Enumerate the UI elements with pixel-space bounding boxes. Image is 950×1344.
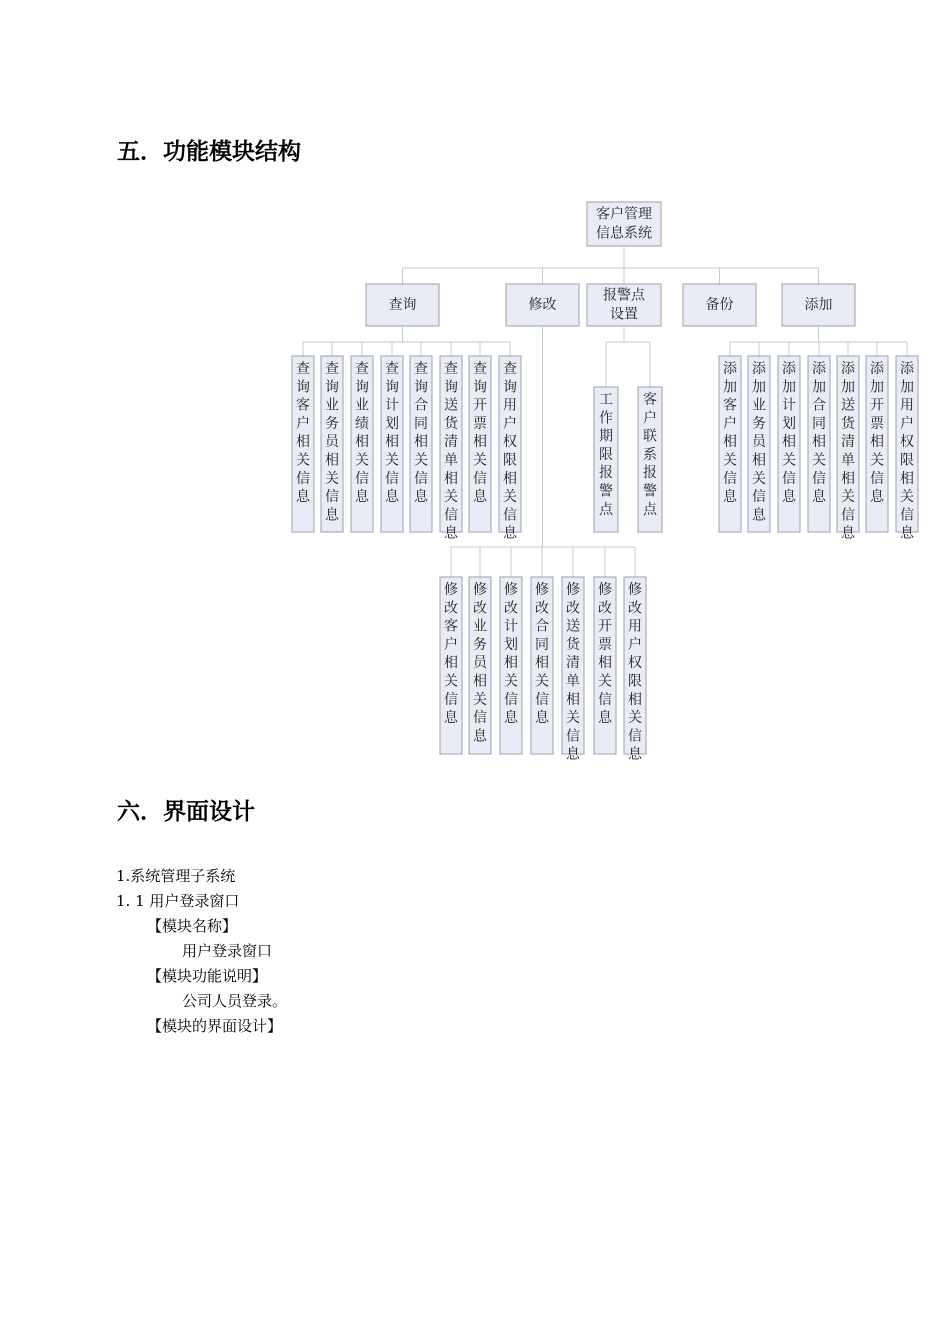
- query-item-label: 查询计划相关信息: [385, 361, 399, 506]
- section-6-heading: 六．界面设计: [117, 799, 255, 825]
- root-node-label: 客户管理: [596, 206, 652, 223]
- modify-item-label: 修改计划相关信息: [504, 582, 518, 727]
- query-item-label: 查询合同相关信息: [414, 361, 428, 506]
- module-node-label: 备份: [705, 297, 734, 313]
- modify-item-label: 修改业务员相关信息: [473, 582, 487, 745]
- root-node-label: 信息系统: [596, 225, 652, 242]
- add-item-label: 添加合同相关信息: [812, 361, 826, 506]
- add-item-label: 添加开票相关信息: [870, 361, 884, 506]
- query-item-label: 查询客户相关信息: [296, 361, 310, 506]
- subsystem-heading: 1.系统管理子系统: [116, 867, 236, 885]
- module-ui-design-label: 【模块的界面设计】: [147, 1017, 283, 1035]
- alarm-item-label: 客户联系报警点: [643, 392, 657, 518]
- module-name-label: 【模块名称】: [147, 917, 238, 935]
- query-item-label: 查询送货清单相关信息: [444, 361, 458, 542]
- module-node-label: 报警点: [603, 287, 645, 304]
- alarm-item-label: 工作期限报警点: [599, 392, 613, 518]
- modify-item-label: 修改客户相关信息: [444, 582, 458, 727]
- add-item-label: 添加计划相关信息: [782, 361, 796, 506]
- module-name-value: 用户登录窗口: [182, 942, 273, 960]
- modify-item-label: 修改开票相关信息: [598, 582, 612, 727]
- add-item-label: 添加送货清单相关信息: [841, 361, 855, 542]
- module-node-label: 添加: [804, 297, 833, 313]
- modify-item-label: 修改送货清单相关信息: [566, 582, 580, 763]
- add-item-label: 添加用户权限相关信息: [900, 361, 914, 542]
- module-function-value: 公司人员登录。: [182, 992, 288, 1010]
- window-subheading: 1. 1 用户登录窗口: [116, 892, 240, 910]
- module-node-label: 设置: [610, 306, 638, 323]
- module-node-label: 查询: [388, 297, 417, 313]
- module-function-label: 【模块功能说明】: [147, 967, 268, 985]
- section-5-heading: 五．功能模块结构: [117, 139, 301, 165]
- module-node-label: 修改: [528, 297, 557, 313]
- add-item-label: 添加业务员相关信息: [752, 361, 766, 524]
- add-item-label: 添加客户相关信息: [723, 361, 737, 506]
- query-item-label: 查询业绩相关信息: [355, 361, 369, 506]
- query-item-label: 查询开票相关信息: [473, 361, 487, 506]
- modify-item-label: 修改用户权限相关信息: [628, 582, 642, 763]
- query-item-label: 查询业务员相关信息: [325, 361, 339, 524]
- modify-item-label: 修改合同相关信息: [535, 582, 549, 727]
- query-item-label: 查询用户权限相关信息: [503, 361, 517, 542]
